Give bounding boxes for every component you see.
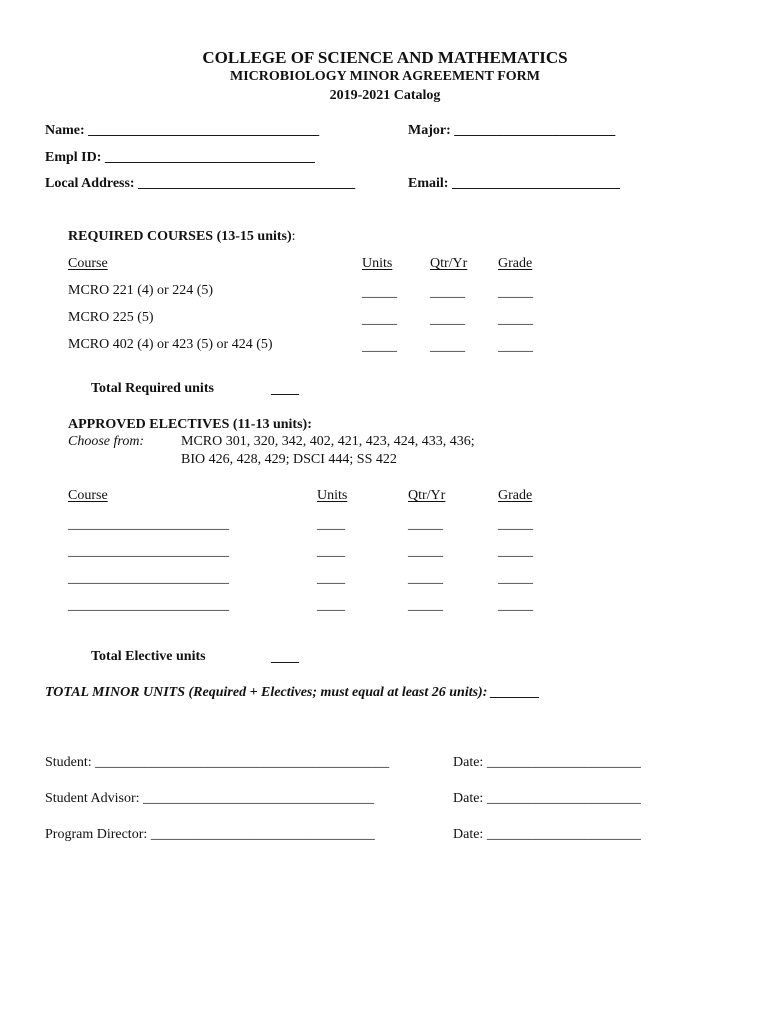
required-row-qtr[interactable]: _____ [430, 339, 465, 354]
required-row-course: MCRO 225 (5) [68, 310, 154, 325]
total-required-label: Total Required units [91, 381, 214, 396]
required-row-units[interactable]: _____ [362, 312, 397, 327]
required-col-course: Course [68, 256, 108, 271]
student-date-blank[interactable]: ______________________ [486, 755, 641, 770]
required-col-qtr: Qtr/Yr [430, 256, 468, 271]
elective-row-qtr[interactable]: _____ [408, 544, 443, 559]
elective-row-units[interactable]: ____ [317, 571, 345, 586]
elective-row-units[interactable]: ____ [317, 517, 345, 532]
local-address-field[interactable] [45, 177, 355, 191]
student-signature-blank[interactable]: __________________________________________ [95, 755, 390, 770]
advisor-date-blank[interactable]: ______________________ [486, 791, 641, 806]
student-signature-line[interactable] [45, 756, 389, 770]
empl-id-label: Empl ID: [45, 150, 102, 165]
electives-col-course: Course [68, 488, 108, 503]
required-row-qtr[interactable]: _____ [430, 285, 465, 300]
required-col-grade: Grade [498, 256, 533, 271]
director-date-blank[interactable]: ______________________ [486, 827, 641, 842]
required-heading [68, 230, 296, 244]
major-label: Major: [408, 123, 451, 138]
choose-from-line1: MCRO 301, 320, 342, 402, 421, 423, 424, 433, 436; [181, 434, 475, 449]
email-blank[interactable]: ________________________ [451, 176, 620, 191]
required-row-course: MCRO 221 (4) or 224 (5) [68, 283, 214, 298]
required-col-units: Units [362, 256, 393, 271]
director-signature-line[interactable] [45, 828, 375, 842]
required-heading-colon: : [291, 229, 296, 244]
total-minor-units[interactable] [45, 686, 540, 700]
advisor-signature-label: Student Advisor: [45, 791, 140, 806]
required-row-grade[interactable]: _____ [498, 285, 533, 300]
advisor-date-line[interactable] [453, 792, 641, 806]
total-elective-label: Total Elective units [91, 649, 206, 664]
choose-from-label: Choose from: [68, 434, 145, 449]
local-address-label: Local Address: [45, 176, 135, 191]
elective-row-course[interactable]: _______________________ [68, 544, 229, 559]
elective-row-course[interactable]: _______________________ [68, 517, 229, 532]
choose-from-line2: BIO 426, 428, 429; DSCI 444; SS 422 [181, 452, 397, 467]
total-elective-blank[interactable]: ____ [271, 650, 299, 665]
email-label: Email: [408, 176, 449, 191]
total-minor-label: TOTAL MINOR UNITS (Required + Electives; must equal at least 26 units): [45, 685, 488, 700]
director-signature-label: Program Director: [45, 827, 148, 842]
required-heading-text: REQUIRED COURSES (13-15 units) [68, 229, 292, 244]
local-address-blank[interactable]: _______________________________ [138, 176, 356, 191]
student-date-line[interactable] [453, 756, 641, 770]
advisor-date-label: Date: [453, 791, 484, 806]
form-title: MICROBIOLOGY MINOR AGREEMENT FORM [230, 69, 540, 84]
elective-row-qtr[interactable]: _____ [408, 571, 443, 586]
elective-row-course[interactable]: _______________________ [68, 598, 229, 613]
required-row-units[interactable]: _____ [362, 339, 397, 354]
elective-row-units[interactable]: ____ [317, 544, 345, 559]
director-date-label: Date: [453, 827, 484, 842]
empl-id-field[interactable] [45, 151, 315, 165]
elective-row-grade[interactable]: _____ [498, 544, 533, 559]
student-signature-label: Student: [45, 755, 92, 770]
electives-heading: APPROVED ELECTIVES (11-13 units): [68, 417, 312, 432]
elective-row-qtr[interactable]: _____ [408, 517, 443, 532]
electives-col-units: Units [317, 488, 348, 503]
elective-row-grade[interactable]: _____ [498, 517, 533, 532]
required-row-course: MCRO 402 (4) or 423 (5) or 424 (5) [68, 337, 273, 352]
elective-row-qtr[interactable]: _____ [408, 598, 443, 613]
major-blank[interactable]: _______________________ [454, 123, 616, 138]
elective-row-grade[interactable]: _____ [498, 598, 533, 613]
required-row-grade[interactable]: _____ [498, 339, 533, 354]
total-minor-blank[interactable]: _______ [490, 685, 540, 700]
advisor-signature-line[interactable] [45, 792, 374, 806]
elective-row-grade[interactable]: _____ [498, 571, 533, 586]
elective-row-units[interactable]: ____ [317, 598, 345, 613]
electives-col-qtr: Qtr/Yr [408, 488, 446, 503]
name-field[interactable] [45, 124, 319, 138]
catalog-year: 2019-2021 Catalog [329, 88, 441, 103]
major-field[interactable] [408, 124, 615, 138]
required-row-qtr[interactable]: _____ [430, 312, 465, 327]
elective-row-course[interactable]: _______________________ [68, 571, 229, 586]
student-date-label: Date: [453, 755, 484, 770]
name-label: Name: [45, 123, 85, 138]
advisor-signature-blank[interactable]: _________________________________ [143, 791, 375, 806]
college-title: COLLEGE OF SCIENCE AND MATHEMATICS [202, 48, 568, 67]
electives-col-grade: Grade [498, 488, 533, 503]
total-required-blank[interactable]: ____ [271, 382, 299, 397]
director-date-line[interactable] [453, 828, 641, 842]
required-row-units[interactable]: _____ [362, 285, 397, 300]
empl-id-blank[interactable]: ______________________________ [104, 150, 315, 165]
required-row-grade[interactable]: _____ [498, 312, 533, 327]
director-signature-blank[interactable]: ________________________________ [150, 827, 375, 842]
name-blank[interactable]: _________________________________ [88, 123, 320, 138]
email-field[interactable] [408, 177, 620, 191]
